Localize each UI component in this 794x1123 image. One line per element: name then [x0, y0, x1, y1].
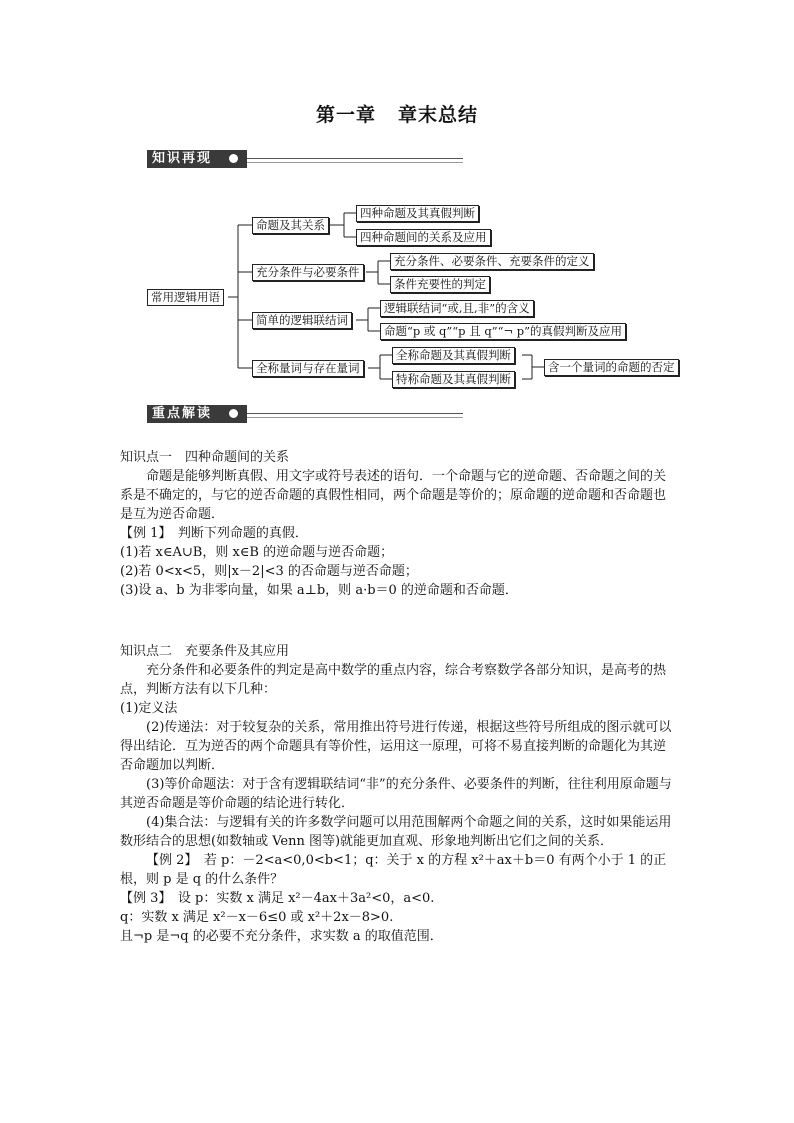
- section-heading: 知识点一 四种命题间的关系: [120, 450, 290, 465]
- example-item: (3)设 a、b 为非零向量，如果 a⊥b，则 a·b＝0 的逆命题和否命题．: [120, 583, 518, 598]
- banner-label: 重点解读: [147, 405, 247, 423]
- tree-leaf: 逻辑联结词“或,且,非”的含义: [380, 300, 534, 317]
- example-item: (2)若 0<x<5，则|x－2|<3 的否命题与逆否命题；: [120, 564, 418, 579]
- example-item: (1)若 x∈A∪B，则 x∈B 的逆命题与逆否命题；: [120, 545, 394, 560]
- divider: [247, 417, 463, 418]
- tree-leaf: 命题“p 或 q”“p 且 q”“¬ p”的真假判断及应用: [380, 323, 626, 340]
- page-title: 第一章 章末总结: [315, 104, 479, 126]
- tree-node: 命题及其关系: [252, 217, 329, 234]
- tree-node: 简单的逻辑联结词: [252, 312, 352, 329]
- example-3-q: q：实数 x 满足 x²－x－6≤0 或 x²＋2x－8>0.: [120, 910, 394, 925]
- paragraph: 充分条件和必要条件的判定是高中数学的重点内容，综合考察数学各部分知识，是高考的热点，判断方法有以下几种：: [120, 663, 667, 697]
- method-item: (3)等价命题法：对于含有逻辑联结词“非”的充分条件、必要条件的判断，往往利用原命题与其逆否命题是等价命题的结论进行转化．: [120, 777, 672, 811]
- paragraph: 命题是能够判断真假、用文字或符号表述的语句．一个命题与它的逆命题、否命题之间的关系是不确定的，与它的逆否命题的真假性相同，两个命题是等价的；原命题的逆命题和否命题也是互为逆否命题．: [120, 469, 667, 522]
- tree-leaf: 条件充要性的判定: [390, 276, 490, 293]
- tree-leaf: 四种命题及其真假判断: [356, 205, 479, 222]
- tree-leaf: 特称命题及其真假判断: [392, 371, 515, 388]
- section-1: [120, 448, 675, 600]
- example-3: 【例 3】 设 p：实数 x 满足 x²－4ax＋3a²<0，a<0.: [120, 891, 435, 906]
- tree-leaf: 全称命题及其真假判断: [392, 347, 515, 364]
- tree-leaf: 含一个量词的命题的否定: [544, 359, 679, 376]
- banner-label: 知识再现: [147, 150, 247, 168]
- divider: [247, 413, 463, 414]
- banner-dot: [229, 409, 238, 418]
- example-title: 【例 1】 判断下列命题的真假．: [120, 526, 308, 541]
- method-item: (2)传递法：对于较复杂的关系，常用推出符号进行传递，根据这些符号所组成的图示就可以得出结论．互为逆否的两个命题具有等价性，运用这一原理，可将不易直接判断的命题化为其逆否命题加以判断．: [120, 720, 672, 773]
- tree-node: 全称量词与存在量词: [252, 360, 364, 377]
- tree-node: 充分条件与必要条件: [252, 264, 364, 281]
- section-2: [120, 642, 675, 946]
- method-item: (1)定义法: [120, 701, 178, 716]
- method-item: (4)集合法：与逻辑有关的许多数学问题可以用范围解两个命题之间的关系，这时如果能运用数形结合的思想(如数轴或 Venn 图等)就能更加直观、形象地判断出它们之间的关系．: [120, 815, 672, 849]
- tree-leaf: 四种命题间的关系及应用: [356, 229, 491, 246]
- example-2: 【例 2】 若 p：－2<a<0,0<b<1；q：关于 x 的方程 x²＋ax＋b＝0 有两个小于 1 的正根，则 p 是 q 的什么条件？: [120, 853, 667, 887]
- tree-leaf: 充分条件、必要条件、充要条件的定义: [390, 253, 594, 270]
- section-heading: 知识点二 充要条件及其应用: [120, 644, 290, 659]
- example-3-ask: 且¬p 是¬q 的必要不充分条件，求实数 a 的取值范围．: [120, 929, 443, 944]
- concept-tree: [0, 0, 794, 420]
- tree-root: 常用逻辑用语: [147, 289, 224, 306]
